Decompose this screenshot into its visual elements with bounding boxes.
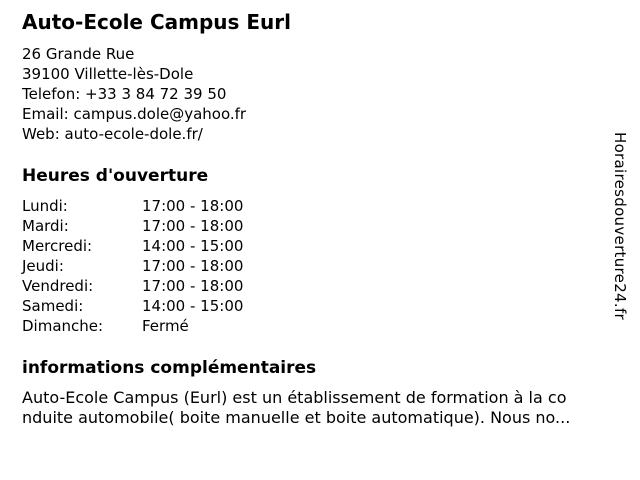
time-value: 17:00 - 18:00 <box>142 257 244 275</box>
hours-table <box>22 196 640 336</box>
address-city: 39100 Villette-lès-Dole <box>22 65 194 83</box>
day-label: Samedi: <box>22 297 84 315</box>
info-heading: informations complémentaires <box>22 358 317 378</box>
day-label: Mercredi: <box>22 237 93 255</box>
email-label: Email: <box>22 105 69 123</box>
time-value: 14:00 - 15:00 <box>142 297 244 315</box>
contact-block <box>22 44 640 144</box>
day-label: Jeudi: <box>22 257 64 275</box>
hours-row-wednesday <box>22 236 640 256</box>
hours-row-saturday <box>22 296 640 316</box>
page-title: Auto-Ecole Campus Eurl <box>22 10 292 34</box>
time-value: 17:00 - 18:00 <box>142 217 244 235</box>
phone-label: Telefon: <box>22 85 81 103</box>
web-label: Web: <box>22 125 60 143</box>
web-line <box>22 124 640 144</box>
address-street: 26 Grande Rue <box>22 45 135 63</box>
day-label: Lundi: <box>22 197 68 215</box>
hours-row-thursday <box>22 256 640 276</box>
day-label: Vendredi: <box>22 277 94 295</box>
web-url[interactable]: auto-ecole-dole.fr/ <box>64 125 203 143</box>
day-label: Mardi: <box>22 217 69 235</box>
email-line <box>22 104 640 124</box>
watermark-site-link[interactable]: Horairesdouverture24.fr <box>611 132 629 320</box>
phone-line <box>22 84 640 104</box>
email-address[interactable]: campus.dole@yahoo.fr <box>73 105 247 123</box>
hours-row-sunday <box>22 316 640 336</box>
phone-number: +33 3 84 72 39 50 <box>85 85 227 103</box>
info-text-line: nduite automobile( boite manuelle et boite automatique). Nous no... <box>22 408 571 427</box>
hours-heading: Heures d'ouverture <box>22 166 209 186</box>
hours-row-monday <box>22 196 640 216</box>
time-value: 14:00 - 15:00 <box>142 237 244 255</box>
time-value: 17:00 - 18:00 <box>142 277 244 295</box>
day-label: Dimanche: <box>22 317 104 335</box>
closed-value: Fermé <box>142 317 189 335</box>
info-paragraph <box>22 388 640 428</box>
time-value: 17:00 - 18:00 <box>142 197 244 215</box>
hours-row-tuesday <box>22 216 640 236</box>
hours-row-friday <box>22 276 640 296</box>
info-text-line: Auto-Ecole Campus (Eurl) est un établissement de formation à la co <box>22 388 567 407</box>
